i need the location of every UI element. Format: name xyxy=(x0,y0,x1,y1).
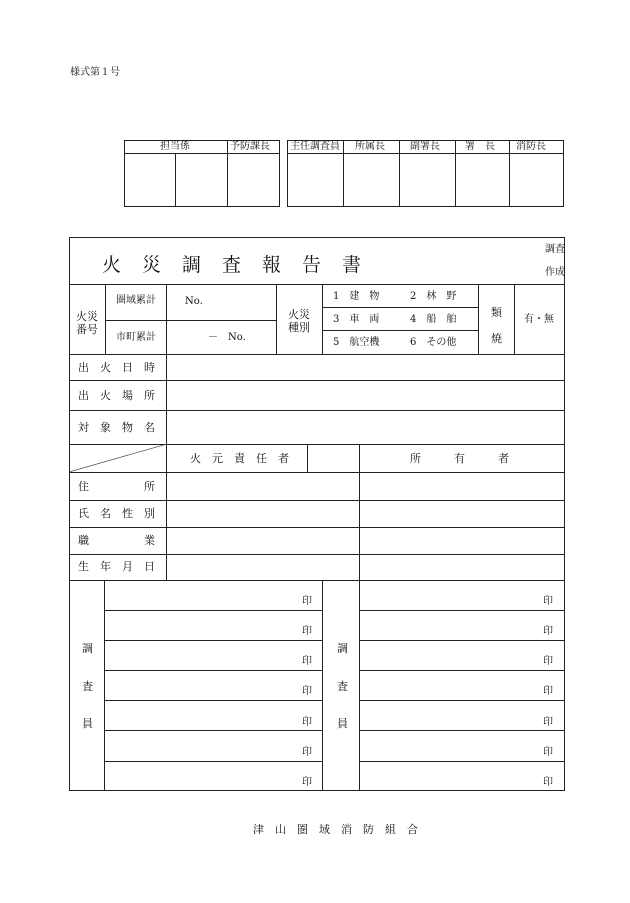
approval-header-deputy: 副署長 xyxy=(410,141,440,152)
seal-right-7: 印 xyxy=(543,777,553,788)
seal-right-4: 印 xyxy=(543,686,553,697)
occupation-label: 職 業 xyxy=(78,534,155,547)
approval-header-prevention: 予防課長 xyxy=(230,141,270,152)
area-number: No. xyxy=(185,296,203,307)
form-number: 様式第１号 xyxy=(70,67,120,78)
diagonal-line xyxy=(69,444,167,472)
fire-type-vehicle: 3 車 両 xyxy=(333,314,380,325)
approval-header-fire-chief: 消防長 xyxy=(516,141,546,152)
seal-left-2: 印 xyxy=(302,626,312,637)
fire-type-aircraft: 5 航空機 xyxy=(333,337,380,348)
fire-number-label: 火災 番号 xyxy=(76,310,98,336)
datetime-label: 出 火 日 時 xyxy=(78,361,155,374)
city-total-label: 市町累計 xyxy=(116,332,156,343)
investigator-label-right-1: 調 xyxy=(337,642,348,655)
seal-left-4: 印 xyxy=(302,686,312,697)
seal-left-5: 印 xyxy=(302,717,312,728)
seal-right-2: 印 xyxy=(543,626,553,637)
investigator-label-right-3: 員 xyxy=(337,717,348,730)
fire-type-forest: 2 林 野 xyxy=(410,291,457,302)
seal-left-3: 印 xyxy=(302,656,312,667)
investigator-label-right-2: 査 xyxy=(337,680,348,693)
fire-origin-header: 火 元 責 任 者 xyxy=(190,452,289,465)
fire-type-building: 1 建 物 xyxy=(333,291,380,302)
seal-left-1: 印 xyxy=(302,596,312,607)
approval-header-chief-investigator: 主任調査員 xyxy=(290,141,340,152)
fire-type-other: 6 その他 xyxy=(410,337,457,348)
created-label-1: 調査 xyxy=(545,244,565,255)
birthdate-label: 生 年 月 日 xyxy=(78,560,155,573)
seal-right-3: 印 xyxy=(543,656,553,667)
area-total-label: 圏域累計 xyxy=(116,295,156,306)
address-label: 住 所 xyxy=(78,480,155,493)
organization-name: 津 山 圏 域 消 防 組 合 xyxy=(253,823,418,836)
report-title: 火 災 調 査 報 告 書 xyxy=(102,254,363,276)
place-label: 出 火 場 所 xyxy=(78,389,155,402)
seal-left-7: 印 xyxy=(302,777,312,788)
approval-header-chief: 署 長 xyxy=(465,141,495,152)
spread-value: 有・無 xyxy=(524,314,554,325)
approval-header-staff: 担当係 xyxy=(160,141,190,152)
seal-left-6: 印 xyxy=(302,747,312,758)
investigator-label-left-3: 員 xyxy=(82,717,93,730)
object-label: 対 象 物 名 xyxy=(78,421,155,434)
investigator-label-left-2: 査 xyxy=(82,680,93,693)
seal-right-5: 印 xyxy=(543,717,553,728)
investigator-label-left-1: 調 xyxy=(82,642,93,655)
seal-right-6: 印 xyxy=(543,747,553,758)
created-label-2: 作成 xyxy=(545,267,565,278)
name-gender-label: 氏 名 性 別 xyxy=(78,507,155,520)
fire-type-label: 火災 種別 xyxy=(288,308,310,334)
fire-type-ship: 4 船 舶 xyxy=(410,314,457,325)
owner-header: 所 有 者 xyxy=(410,452,509,465)
seal-right-1: 印 xyxy=(543,596,553,607)
city-number: － No. xyxy=(208,332,246,343)
approval-header-dept-head: 所属長 xyxy=(355,141,385,152)
spread-label: 類 焼 xyxy=(491,306,502,345)
